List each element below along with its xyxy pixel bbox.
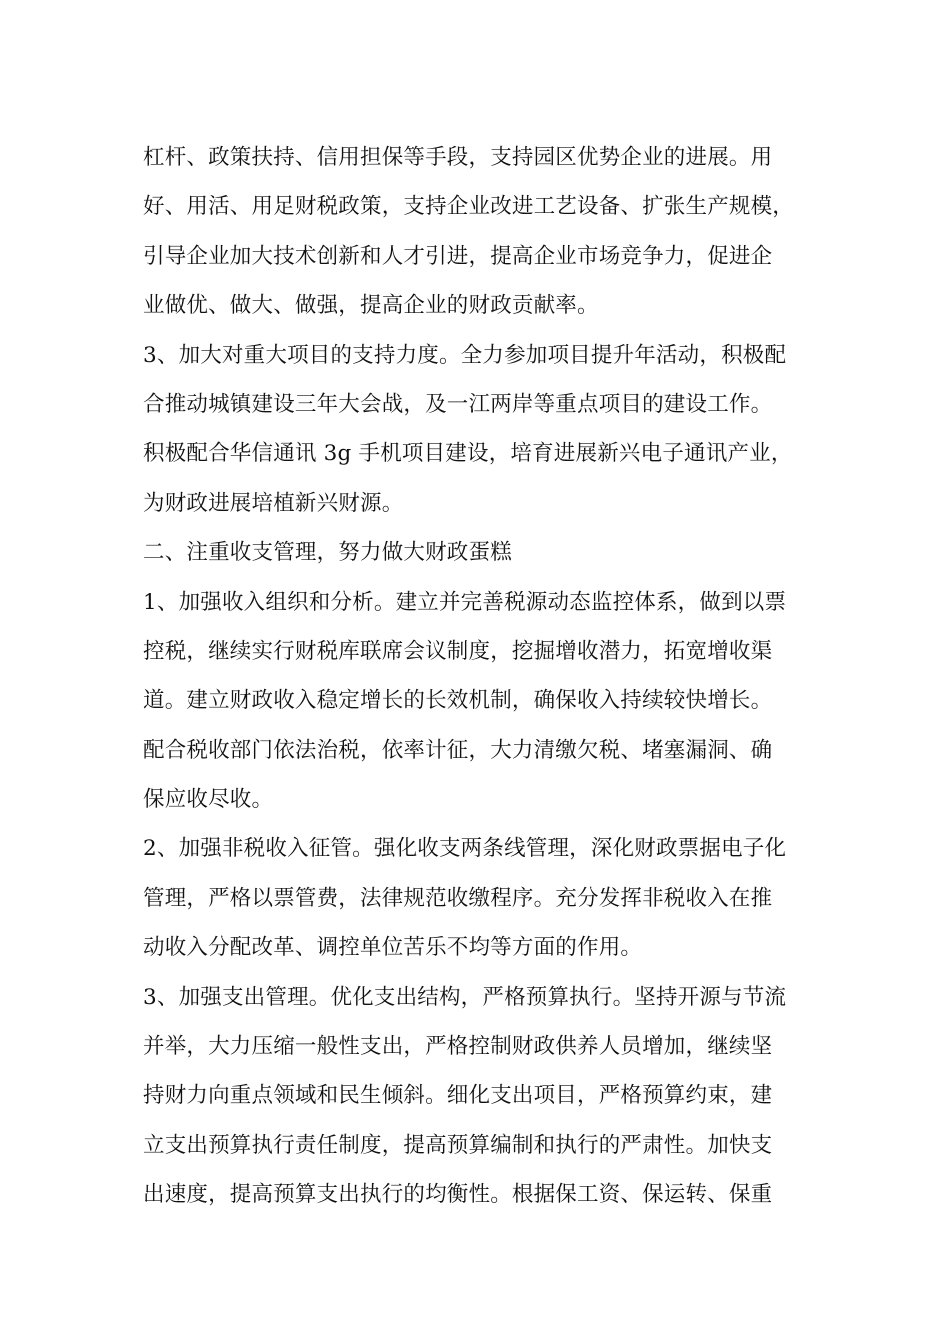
text-line: 引导企业加大技术创新和人才引进，提高企业市场竞争力，促进企 — [143, 243, 773, 269]
text-line: 好、用活、用足财税政策，支持企业改进工艺设备、扩张生产规模， — [143, 194, 795, 220]
section-heading: 二、注重收支管理，努力做大财政蛋糕 — [143, 540, 512, 566]
text-line: 持财力向重点领域和民生倾斜。细化支出项目，严格预算约束，建 — [143, 1083, 773, 1109]
text-line: 2、加强非税收入征管。强化收支两条线管理，深化财政票据电子化 — [143, 836, 787, 862]
text-line: 保应收尽收。 — [143, 787, 274, 813]
text-line: 动收入分配改革、调控单位苦乐不均等方面的作用。 — [143, 935, 643, 961]
text-line: 出速度，提高预算支出执行的均衡性。根据保工资、保运转、保重 — [143, 1182, 773, 1208]
text-line: 3、加强支出管理。优化支出结构，严格预算执行。坚持开源与节流 — [143, 984, 787, 1010]
text-line: 积极配合华信通讯 3g 手机项目建设，培育进展新兴电子通讯产业， — [143, 441, 793, 467]
text-line: 控税，继续实行财税库联席会议制度，挖掘增收潜力，拓宽增收渠 — [143, 638, 773, 664]
text-line: 管理，严格以票管费，法律规范收缴程序。充分发挥非税收入在推 — [143, 885, 773, 911]
text-line: 为财政进展培植新兴财源。 — [143, 490, 404, 516]
document-body — [143, 133, 823, 1220]
text-line: 配合税收部门依法治税，依率计征，大力清缴欠税、堵塞漏洞、确 — [143, 737, 773, 763]
text-line: 道。建立财政收入稳定增长的长效机制，确保收入持续较快增长。 — [143, 688, 773, 714]
text-line: 并举，大力压缩一般性支出，严格控制财政供养人员增加，继续坚 — [143, 1034, 773, 1060]
text-line: 杠杆、政策扶持、信用担保等手段，支持园区优势企业的进展。用 — [143, 145, 773, 170]
text-line: 合推动城镇建设三年大会战，及一江两岸等重点项目的建设工作。 — [143, 391, 773, 417]
text-line: 立支出预算执行责任制度，提高预算编制和执行的严肃性。加快支 — [143, 1132, 773, 1158]
text-line: 3、加大对重大项目的支持力度。全力参加项目提升年活动，积极配 — [143, 342, 787, 368]
text-line: 业做优、做大、做强，提高企业的财政贡献率。 — [143, 293, 599, 319]
text-line: 1、加强收入组织和分析。建立并完善税源动态监控体系，做到以票 — [143, 589, 787, 615]
